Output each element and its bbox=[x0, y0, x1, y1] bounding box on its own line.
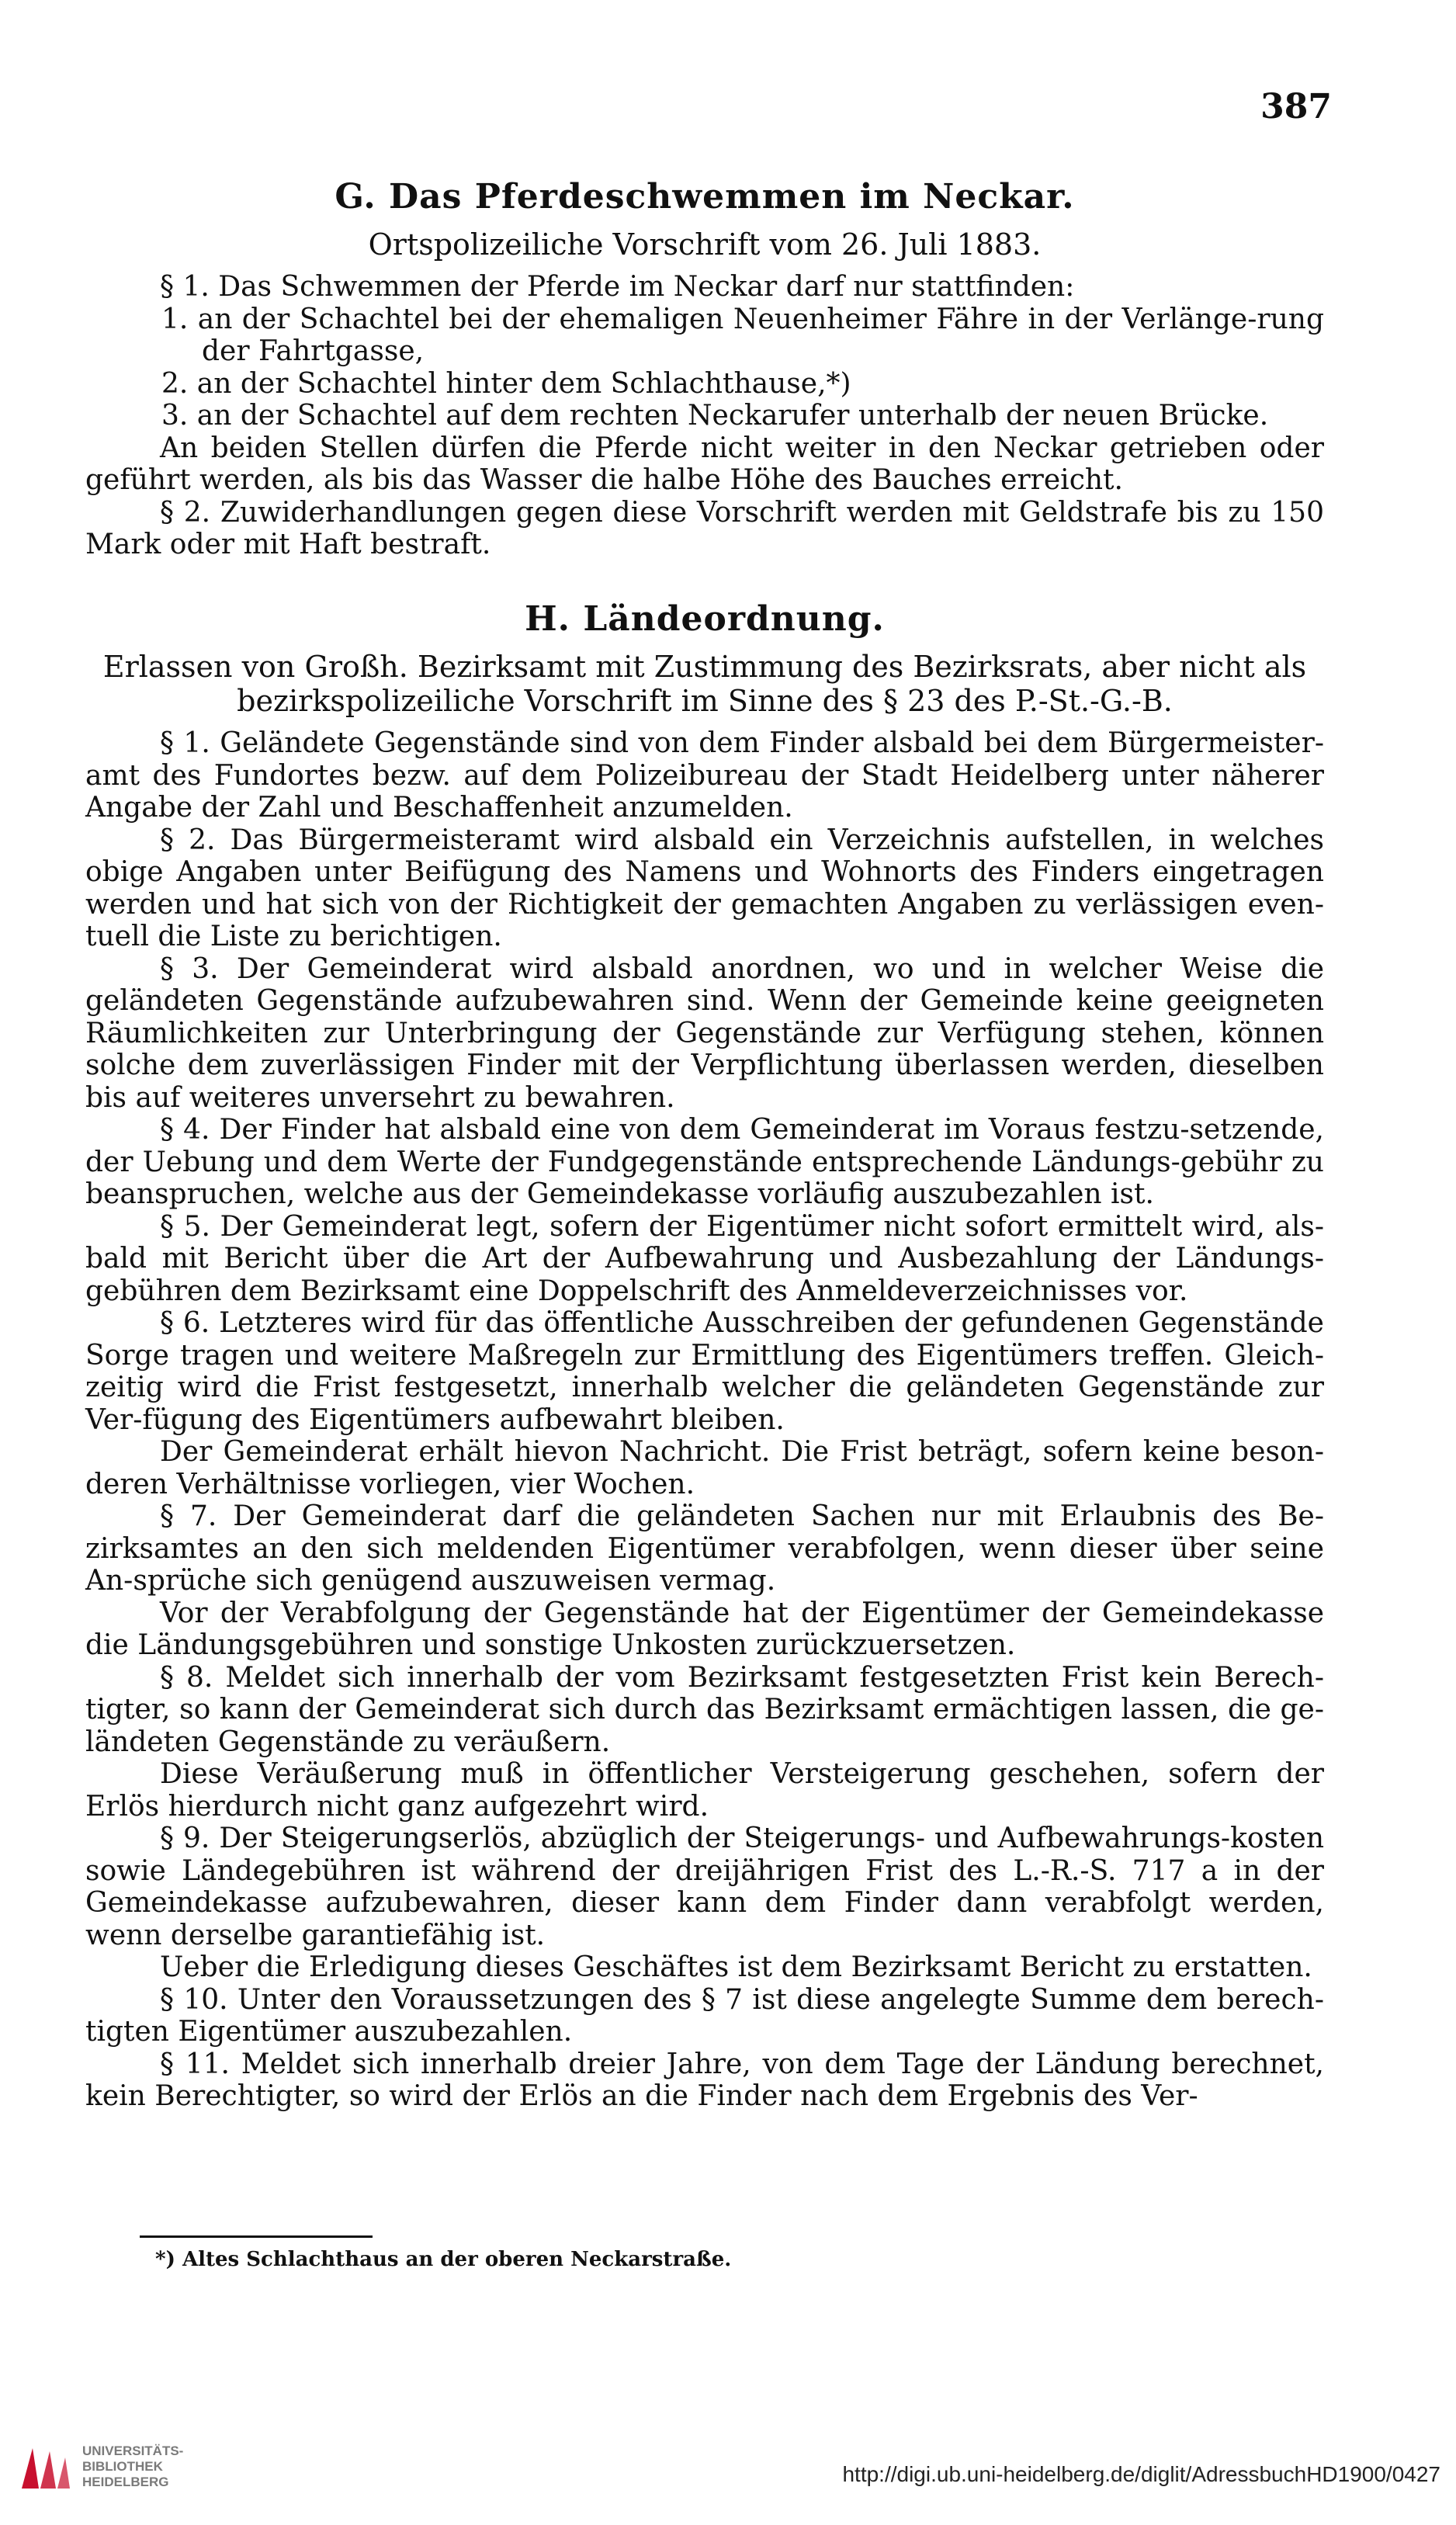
section-h-para-5: § 5. Der Gemeinderat legt, sofern der Eigentümer nicht sofort ermittelt wird, als-bald mit Bericht über die Art der Aufbewahrung und Ausbezahlung der Ländungs-gebühren dem Bezirksamt eine Doppelschrift des Anmeldeverzeichnisses vor. bbox=[85, 1210, 1324, 1307]
section-h-para-11: Diese Veräußerung muß in öffentlicher Versteigerung geschehen, sofern der Erlös hierdurch nicht ganz aufgezehrt wird. bbox=[85, 1758, 1324, 1823]
section-h-para-14: § 10. Unter den Voraussetzungen des § 7 ist diese angelegte Summe dem berech-tigten Eigentümer auszubezahlen. bbox=[85, 1983, 1324, 2048]
section-g-item-2: 2. an der Schachtel hinter dem Schlachthause,*) bbox=[161, 367, 851, 400]
section-g-para-2: An beiden Stellen dürfen die Pferde nicht weiter in den Neckar getrieben oder geführt werden, als bis das Wasser die halbe Höhe des Bauches erreicht. bbox=[85, 432, 1324, 496]
page-footer bbox=[0, 2422, 1456, 2525]
section-h-subtitle: Erlassen von Großh. Bezirksamt mit Zustimmung des Bezirksrats, aber nicht als bezirkspolizeiliche Vorschrift im Sinne des § 23 des P.-St.-G.-B. bbox=[102, 650, 1307, 718]
section-h-para-8: § 7. Der Gemeinderat darf die geländeten Sachen nur mit Erlaubnis des Be-zirksamtes an den sich meldenden Eigentümer verabfolgen, wenn dieser über seine An-sprüche sich genügend auszuweisen vermag. bbox=[85, 1500, 1324, 1597]
page-number: 387 bbox=[1260, 87, 1332, 127]
section-h-para-4: § 4. Der Finder hat alsbald eine von dem Gemeinderat im Voraus festzu-setzende, der Uebung und dem Werte der Fundgegenstände entsprechende Ländungs-gebühr zu beanspruchen, welche aus der Gemeindekasse vorläufig auszubezahlen ist. bbox=[85, 1114, 1324, 1210]
section-g-item-3: 3. an der Schachtel auf dem rechten Neckarufer unterhalb der neuen Brücke. bbox=[161, 400, 1269, 432]
section-g-subtitle: Ortspolizeiliche Vorschrift vom 26. Juli 1883. bbox=[368, 227, 1042, 262]
section-h-para-2: § 2. Das Bürgermeisteramt wird alsbald ein Verzeichnis aufstellen, in welches obige Angaben unter Beifügung des Namens und Wohnorts des Finders eingetragen werden und hat sich von der Richtigkeit der gemachten Angaben zu verlässigen even-tuell die Liste zu berichtigen. bbox=[85, 824, 1324, 952]
section-h-para-9: Vor der Verabfolgung der Gegenstände hat der Eigentümer der Gemeindekasse die Ländungsgebühren und sonstige Unkosten zurückzuersetzen. bbox=[85, 1597, 1324, 1661]
section-h-para-7: Der Gemeinderat erhält hievon Nachricht. Die Frist beträgt, sofern keine beson-deren Verhältnisse vorliegen, vier Wochen. bbox=[85, 1436, 1324, 1500]
section-h-para-10: § 8. Meldet sich innerhalb der vom Bezirksamt festgesetzten Frist kein Berech-tigter, so kann der Gemeinderat sich durch das Bezirksamt ermächtigen lassen, die ge-ländeten Gegenstände zu veräußern. bbox=[85, 1661, 1324, 1758]
institution-line-2: BIBLIOTHEK bbox=[82, 2459, 163, 2474]
section-g-para-3: § 2. Zuwiderhandlungen gegen diese Vorschrift werden mit Geldstrafe bis zu 150 Mark oder mit Haft bestraft. bbox=[85, 496, 1324, 560]
section-g bbox=[85, 177, 1324, 561]
section-h-para-3: § 3. Der Gemeinderat wird alsbald anordnen, wo und in welcher Weise die geländeten Gegenstände aufzubewahren sind. Wenn der Gemeinde keine geeigneten Räumlichkeiten zur Unterbringung der Gegenstände zur Verfügung stehen, können solche dem zuverlässigen Finder mit der Verpflichtung überlassen werden, dieselben bis auf weiteres unversehrt zu bewahren. bbox=[85, 952, 1324, 1114]
institution-line-1: UNIVERSITÄTS- bbox=[82, 2443, 184, 2458]
section-h-title: H. Ländeordnung. bbox=[525, 599, 885, 639]
source-url[interactable]: http://digi.ub.uni-heidelberg.de/diglit/AdressbuchHD1900/0427 bbox=[842, 2462, 1440, 2486]
section-h-para-6: § 6. Letzteres wird für das öffentliche Ausschreiben der gefundenen Gegenstände Sorge tragen und weitere Maßregeln zur Ermittlung des Eigentümers treffen. Gleich-zeitig wird die Frist festgesetzt, innerhalb welcher die geländeten Gegenstände zur Ver-fügung des Eigentümers aufbewahrt bleiben. bbox=[85, 1307, 1324, 1436]
section-h-para-1: § 1. Geländete Gegenstände sind von dem Finder alsbald bei dem Bürgermeister-amt des Fundortes bezw. auf dem Polizeibureau der Stadt Heidelberg unter näherer Angabe der Zahl und Beschaffenheit anzumelden. bbox=[85, 727, 1324, 824]
section-g-title: G. Das Pferdeschwemmen im Neckar. bbox=[335, 177, 1075, 217]
institution-name bbox=[82, 2443, 183, 2490]
footnote-rule bbox=[140, 2235, 373, 2238]
section-g-para-1: § 1. Das Schwemmen der Pferde im Neckar darf nur stattfinden: bbox=[160, 271, 1075, 303]
section-h-para-13: Ueber die Erledigung dieses Geschäftes ist dem Bezirksamt Bericht zu erstatten. bbox=[160, 1951, 1312, 1983]
section-g-item-1: 1. an der Schachtel bei der ehemaligen Neuenheimer Fähre in der Verlänge-rung der Fahrtgasse, bbox=[161, 303, 1324, 367]
section-h-para-15: § 11. Meldet sich innerhalb dreier Jahre, von dem Tage der Ländung berechnet, kein Berechtigter, so wird der Erlös an die Finder nach dem Ergebnis des Ver- bbox=[85, 2048, 1324, 2112]
institution-line-3: HEIDELBERG bbox=[82, 2475, 169, 2489]
footnote: *) Altes Schlachthaus an der oberen Neckarstraße. bbox=[155, 2248, 732, 2271]
section-h bbox=[85, 599, 1324, 2113]
section-h-para-12: § 9. Der Steigerungserlös, abzüglich der Steigerungs- und Aufbewahrungs-kosten sowie Ländegebühren ist während der dreijährigen Frist des L.-R.-S. 717 a in der Gemeindekasse aufzubewahren, dieser kann dem Finder dann verabfolgt werden, wenn derselbe garantiefähig ist. bbox=[85, 1823, 1324, 1951]
library-logo-icon bbox=[17, 2440, 73, 2496]
